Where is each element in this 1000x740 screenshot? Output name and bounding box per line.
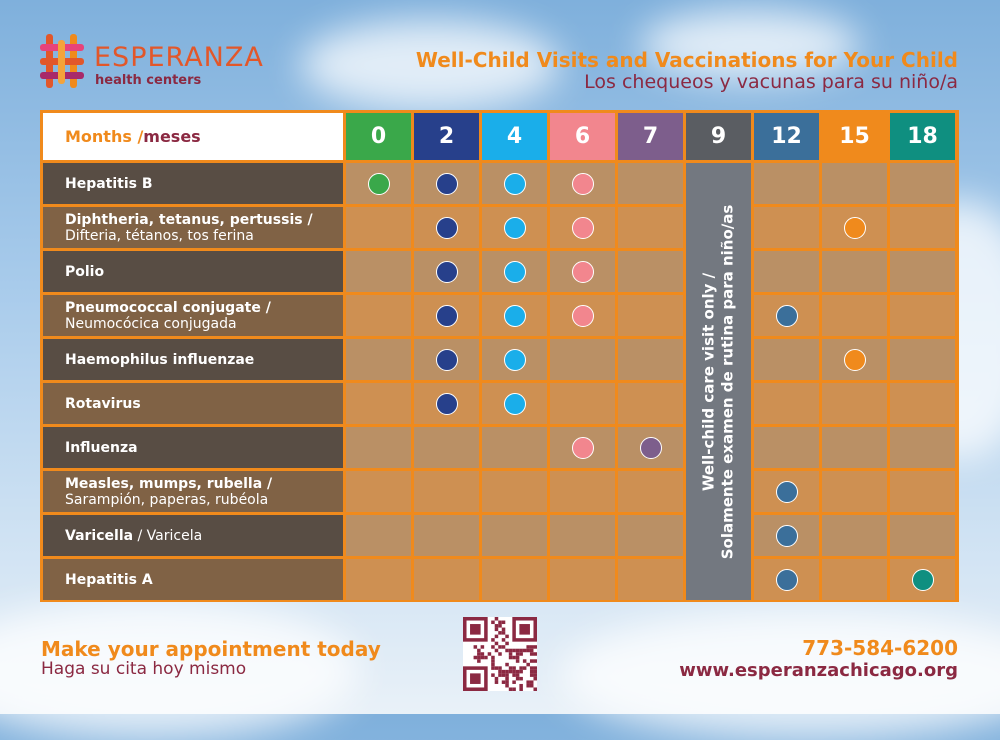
month-header-18: 18 <box>890 113 955 160</box>
dose-marker-2 <box>436 349 458 371</box>
schedule-cell <box>346 383 411 424</box>
dose-marker-0 <box>368 173 390 195</box>
vaccine-name: Rotavirus <box>65 396 141 412</box>
dose-marker-4 <box>504 305 526 327</box>
vaccine-name: Hepatitis A <box>65 572 153 588</box>
dose-marker-18 <box>912 569 934 591</box>
esperanza-logo-icon <box>40 32 84 90</box>
schedule-cell <box>890 383 955 424</box>
schedule-cell <box>414 251 479 292</box>
schedule-cell <box>754 339 819 380</box>
vaccine-name: Influenza <box>65 440 138 456</box>
dose-marker-12 <box>776 525 798 547</box>
schedule-cell <box>754 163 819 204</box>
vaccination-schedule-table <box>40 110 959 602</box>
vaccine-name: Measles, mumps, rubella / <box>65 476 273 492</box>
brand-name: ESPERANZA <box>94 42 264 73</box>
schedule-cell <box>754 295 819 336</box>
schedule-cell <box>754 383 819 424</box>
schedule-cell <box>482 471 547 512</box>
dose-marker-7 <box>640 437 662 459</box>
vaccine-name: Diphtheria, tetanus, pertussis / <box>65 212 313 228</box>
schedule-cell <box>346 427 411 468</box>
schedule-cell <box>414 207 479 248</box>
schedule-cell <box>346 251 411 292</box>
schedule-cell <box>618 163 683 204</box>
schedule-cell <box>618 251 683 292</box>
dose-marker-2 <box>436 217 458 239</box>
schedule-cell <box>414 383 479 424</box>
vaccine-name: Hepatitis B <box>65 176 153 192</box>
schedule-cell <box>550 251 615 292</box>
schedule-cell <box>890 163 955 204</box>
schedule-cell <box>414 339 479 380</box>
vaccine-row-label <box>43 339 343 380</box>
schedule-cell <box>890 471 955 512</box>
schedule-cell <box>482 295 547 336</box>
schedule-cell <box>482 207 547 248</box>
month-header-0: 0 <box>346 113 411 160</box>
vaccine-row-label <box>43 163 343 204</box>
brand-subtitle: health centers <box>95 73 202 88</box>
schedule-cell <box>482 339 547 380</box>
dose-marker-12 <box>776 305 798 327</box>
vaccine-row-label <box>43 559 343 600</box>
schedule-cell <box>890 427 955 468</box>
schedule-cell <box>754 515 819 556</box>
schedule-cell <box>890 295 955 336</box>
months-header-label <box>43 113 343 160</box>
schedule-cell <box>482 559 547 600</box>
schedule-cell <box>618 207 683 248</box>
schedule-cell <box>550 207 615 248</box>
appointment-cta-es: Haga su cita hoy mismo <box>41 659 247 679</box>
schedule-cell <box>822 207 887 248</box>
schedule-cell <box>482 427 547 468</box>
phone-number[interactable]: 773-584-6200 <box>802 636 958 660</box>
schedule-cell <box>618 427 683 468</box>
month-header-12: 12 <box>754 113 819 160</box>
schedule-cell <box>414 515 479 556</box>
dose-marker-6 <box>572 305 594 327</box>
vaccine-name: Varicella <box>65 528 134 544</box>
vaccine-name: Haemophilus influenzae <box>65 352 255 368</box>
dose-marker-15 <box>844 349 866 371</box>
schedule-cell <box>754 471 819 512</box>
schedule-cell <box>618 383 683 424</box>
vaccine-name-es: Sarampión, paperas, rubéola <box>65 492 269 508</box>
vaccine-row-label <box>43 207 343 248</box>
dose-marker-6 <box>572 437 594 459</box>
schedule-cell <box>482 251 547 292</box>
schedule-cell <box>482 515 547 556</box>
schedule-cell <box>414 427 479 468</box>
page-title: Well-Child Visits and Vaccinations for Your Child <box>415 48 958 72</box>
schedule-cell <box>346 295 411 336</box>
schedule-cell <box>890 207 955 248</box>
vaccine-row-label <box>43 471 343 512</box>
schedule-cell <box>414 471 479 512</box>
dose-marker-15 <box>844 217 866 239</box>
dose-marker-6 <box>572 261 594 283</box>
dose-marker-4 <box>504 349 526 371</box>
schedule-cell <box>550 339 615 380</box>
qr-code-icon[interactable] <box>463 617 537 691</box>
dose-marker-4 <box>504 393 526 415</box>
schedule-cell <box>754 251 819 292</box>
schedule-cell <box>822 559 887 600</box>
vaccine-row-label <box>43 427 343 468</box>
vaccine-name: Pneumococcal conjugate / <box>65 300 271 316</box>
month-header-15: 15 <box>822 113 887 160</box>
schedule-cell <box>346 163 411 204</box>
schedule-cell <box>618 295 683 336</box>
well-child-label-en: Well-child care visit only / <box>699 272 718 491</box>
schedule-cell <box>618 515 683 556</box>
schedule-cell <box>822 163 887 204</box>
vaccine-row-label <box>43 515 343 556</box>
vaccine-name-es: Neumocócica conjugada <box>65 316 237 332</box>
dose-marker-6 <box>572 173 594 195</box>
schedule-cell <box>346 559 411 600</box>
schedule-cell <box>346 471 411 512</box>
dose-marker-4 <box>504 217 526 239</box>
appointment-cta: Make your appointment today <box>41 637 381 661</box>
schedule-cell <box>414 163 479 204</box>
vaccine-name-es: / Varicela <box>133 528 203 544</box>
dose-marker-6 <box>572 217 594 239</box>
schedule-cell <box>822 427 887 468</box>
schedule-cell <box>550 295 615 336</box>
schedule-cell <box>822 471 887 512</box>
schedule-cell <box>618 471 683 512</box>
schedule-cell <box>754 207 819 248</box>
schedule-cell <box>346 339 411 380</box>
schedule-cell <box>890 515 955 556</box>
schedule-cell <box>754 427 819 468</box>
schedule-cell <box>550 559 615 600</box>
schedule-cell <box>550 427 615 468</box>
schedule-cell <box>414 295 479 336</box>
schedule-cell <box>414 559 479 600</box>
month-header-7: 7 <box>618 113 683 160</box>
schedule-cell <box>822 295 887 336</box>
vaccine-name: Polio <box>65 264 105 280</box>
schedule-cell <box>346 207 411 248</box>
schedule-cell <box>482 163 547 204</box>
schedule-cell <box>346 515 411 556</box>
schedule-cell <box>550 471 615 512</box>
dose-marker-12 <box>776 569 798 591</box>
schedule-cell <box>550 383 615 424</box>
month-header-2: 2 <box>414 113 479 160</box>
dose-marker-2 <box>436 305 458 327</box>
month-header-6: 6 <box>550 113 615 160</box>
month-header-9: 9 <box>686 113 751 160</box>
schedule-cell <box>890 251 955 292</box>
dose-marker-4 <box>504 173 526 195</box>
schedule-cell <box>822 383 887 424</box>
schedule-cell <box>550 515 615 556</box>
dose-marker-12 <box>776 481 798 503</box>
dose-marker-4 <box>504 261 526 283</box>
dose-marker-2 <box>436 261 458 283</box>
schedule-cell <box>890 339 955 380</box>
well-child-label-es: Solamente examen de rutina para niño/as <box>718 204 737 559</box>
schedule-cell <box>550 163 615 204</box>
schedule-cell <box>754 559 819 600</box>
schedule-cell <box>618 339 683 380</box>
schedule-cell <box>822 251 887 292</box>
schedule-cell <box>890 559 955 600</box>
well-child-visit-column <box>686 163 751 600</box>
vaccine-row-label <box>43 295 343 336</box>
vaccine-name-es: Difteria, tétanos, tos ferina <box>65 228 254 244</box>
dose-marker-2 <box>436 393 458 415</box>
months-label-es: meses <box>143 127 201 146</box>
schedule-cell <box>822 339 887 380</box>
vaccine-row-label <box>43 383 343 424</box>
vaccine-row-label <box>43 251 343 292</box>
months-label-en: Months / <box>65 127 144 146</box>
schedule-cell <box>618 559 683 600</box>
page-subtitle: Los chequeos y vacunas para su niño/a <box>584 71 958 93</box>
dose-marker-2 <box>436 173 458 195</box>
schedule-cell <box>822 515 887 556</box>
website-link[interactable]: www.esperanzachicago.org <box>679 660 958 681</box>
month-header-4: 4 <box>482 113 547 160</box>
schedule-cell <box>482 383 547 424</box>
